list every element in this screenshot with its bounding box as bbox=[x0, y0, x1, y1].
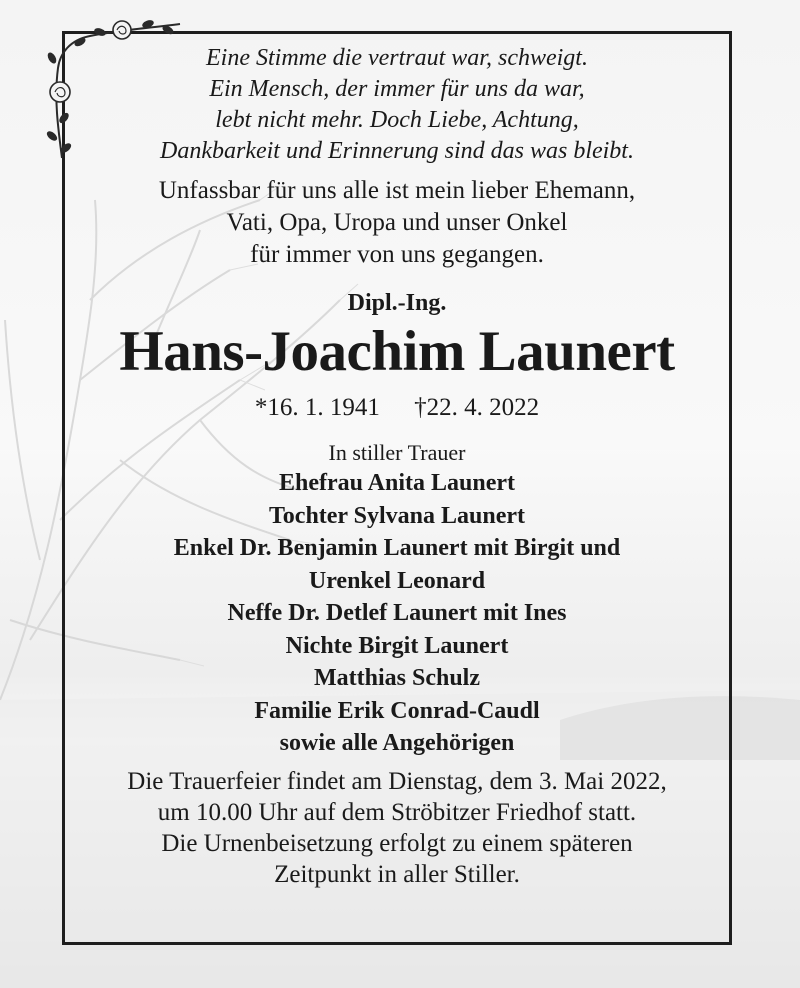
mourner-line: Ehefrau Anita Launert bbox=[278, 470, 515, 496]
ceremony-line: Zeitpunkt in aller Stiller. bbox=[274, 860, 520, 888]
mourner-line: Nichte Birgit Launert bbox=[285, 632, 509, 659]
poem-line: Eine Stimme die vertraut war, schweigt. bbox=[206, 45, 588, 71]
deceased-name: Hans-Joachim Launert bbox=[119, 320, 675, 383]
death-date: †22. 4. 2022 bbox=[414, 394, 540, 421]
announcement-line: für immer von uns gegangen. bbox=[250, 241, 544, 268]
mourner-line: sowie alle Angehörigen bbox=[279, 730, 515, 756]
mourner-line: Tochter Sylvana Launert bbox=[268, 502, 526, 529]
academic-title: Dipl.-Ing. bbox=[347, 290, 447, 316]
birth-date: *16. 1. 1941 bbox=[254, 394, 380, 421]
life-dates bbox=[62, 393, 732, 423]
mourner-line: Enkel Dr. Benjamin Launert mit Birgit und bbox=[173, 535, 621, 561]
poem-line: Ein Mensch, der immer für uns da war, bbox=[209, 76, 585, 102]
announcement-line: Unfassbar für uns alle ist mein lieber Ehemann, bbox=[158, 177, 636, 204]
mourner-line: Urenkel Leonard bbox=[308, 567, 486, 594]
mourner-line: Neffe Dr. Detlef Launert mit Ines bbox=[227, 600, 567, 626]
ceremony-line: um 10.00 Uhr auf dem Ströbitzer Friedhof statt. bbox=[157, 798, 637, 826]
poem-line: lebt nicht mehr. Doch Liebe, Achtung, bbox=[215, 107, 579, 133]
ceremony-line: Die Trauerfeier findet am Dienstag, dem 3. Mai 2022, bbox=[127, 767, 667, 795]
announcement-line: Vati, Opa, Uropa und unser Onkel bbox=[226, 209, 568, 236]
ceremony-info bbox=[62, 766, 732, 890]
mourner-line: Matthias Schulz bbox=[313, 665, 480, 691]
announcement-text bbox=[62, 175, 732, 271]
ceremony-line: Die Urnenbeisetzung erfolgt zu einem späteren bbox=[161, 829, 633, 857]
notice-content bbox=[62, 31, 732, 890]
mourning-label: In stiller Trauer bbox=[328, 440, 466, 465]
poem-line: Dankbarkeit und Erinnerung sind das was bleibt. bbox=[160, 138, 634, 164]
mourner-line: Familie Erik Conrad-Caudl bbox=[254, 697, 540, 724]
mourners-list bbox=[62, 467, 732, 760]
memorial-poem bbox=[62, 43, 732, 167]
